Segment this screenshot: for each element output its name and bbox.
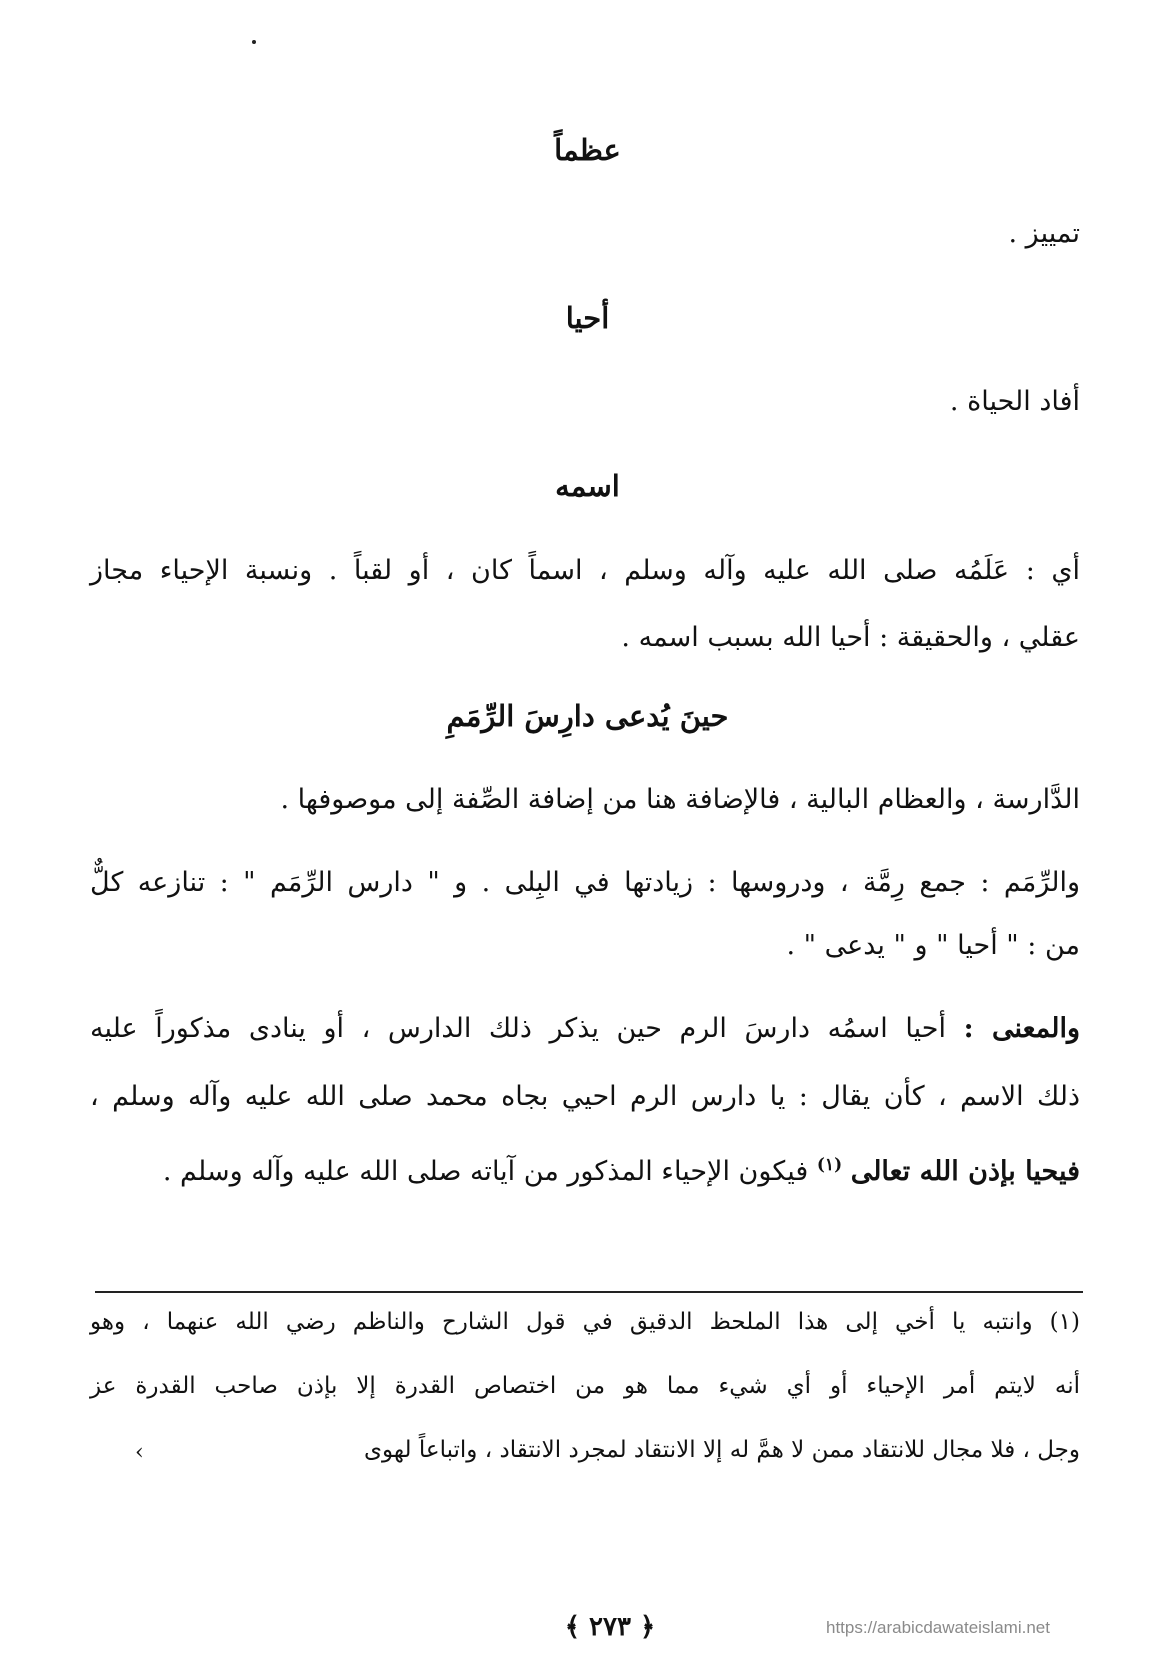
footnote-divider <box>95 1291 1083 1293</box>
paragraph-line: ذلك الاسم ، كأن يقال : يا دارس الرم احيي بجاه محمد صلى الله عليه وآله وسلم ، <box>90 1081 1080 1112</box>
meaning-text: أحيا اسمُه دارسَ الرم حين يذكر ذلك الدارس ، أو ينادى مذكوراً عليه <box>90 1013 964 1044</box>
paragraph-line <box>90 1009 1080 1049</box>
term-heading-azman: عظماً <box>554 133 621 167</box>
explanation-line: أفاد الحياة . <box>949 386 1080 417</box>
term-heading-ahya: أحيا <box>565 301 610 335</box>
footnote-line: (١) وانتبه يا أخي إلى هذا الملحظ الدقيق في قول الشارح والناظم رضي الله عنهما ، وهو <box>90 1309 1080 1335</box>
paragraph-line: الدَّارسة ، والعظام البالية ، فالإضافة هنا من إضافة الصِّفة إلى موصوفها . <box>280 784 1080 815</box>
footnote-continuation-mark: › <box>135 1440 144 1465</box>
paragraph-line: عقلي ، والحقيقة : أحيا الله بسبب اسمه . <box>621 622 1080 653</box>
source-watermark: https://arabicdawateislami.net <box>826 1618 1050 1637</box>
paragraph-line <box>90 1145 1080 1192</box>
footnote-line: وجل ، فلا مجال للانتقاد ممن لا همَّ له إلا الانتقاد لمجرد الانتقاد ، واتباعاً لهوى <box>364 1437 1080 1463</box>
term-heading-hina-yuda: حينَ يُدعى دارِسَ الرِّمَمِ <box>446 699 729 733</box>
term-heading-ismuhu: اسمه <box>555 469 620 503</box>
paragraph-line: والرِّمَم : جمع رِمَّة ، ودروسها : زيادتها في البِلى . و " دارس الرِّمَم " : تنازعه كلٌّ <box>90 867 1080 898</box>
explanation-line: تمييز . <box>1008 218 1080 249</box>
meaning-lead: والمعنى : <box>963 1013 1080 1044</box>
meaning-text: فيكون الإحياء المذكور من آياته صلى الله عليه وآله وسلم . <box>162 1156 817 1187</box>
bold-phrase: فيحيا بإذن الله تعالى <box>850 1156 1080 1187</box>
paragraph-line: أي : عَلَمُه صلى الله عليه وآله وسلم ، اسماً كان ، أو لقباً . ونسبة الإحياء مجاز <box>90 555 1080 586</box>
page-number: ﴿ ٢٧٣ ﴾ <box>564 1612 656 1642</box>
footnote-reference: (١) <box>816 1155 843 1175</box>
stray-ink-dot <box>252 40 256 44</box>
paragraph-line: من : " أحيا " و " يدعى " . <box>786 930 1080 961</box>
footnote-line: أنه لايتم أمر الإحياء أو أي شيء مما هو من اختصاص القدرة إلا بإذن صاحب القدرة عز <box>90 1373 1080 1399</box>
